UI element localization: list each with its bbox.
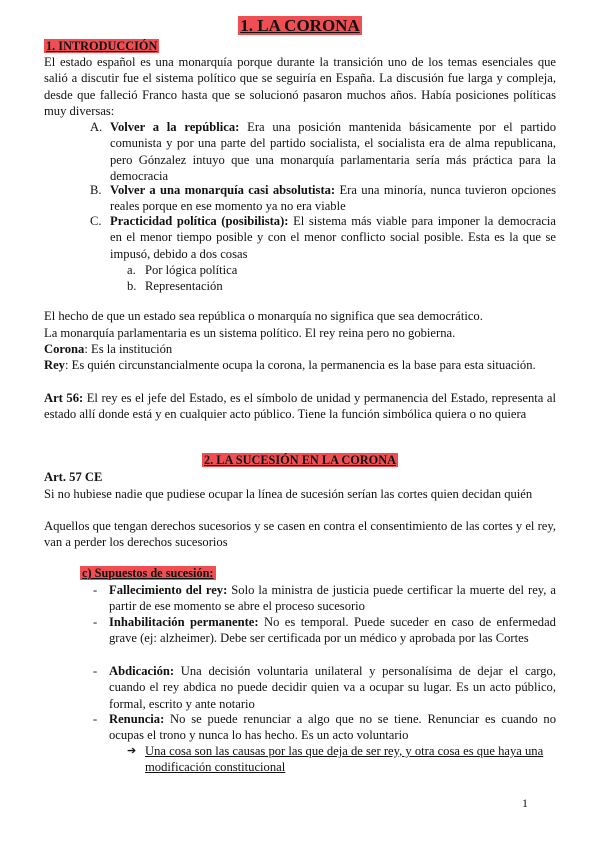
option-c-marker: C.: [90, 214, 102, 228]
option-a: [110, 119, 556, 184]
case-1-marker: -: [93, 583, 98, 597]
rey-definition: [44, 357, 556, 373]
corona-term: Corona: [44, 342, 85, 356]
corona-def: : Es la institución: [84, 342, 173, 356]
case-incapacity-lead: Inhabilitación permanente:: [109, 615, 259, 629]
case-3-marker: -: [93, 664, 98, 678]
case-renunciation: [109, 711, 556, 744]
case-abdication-lead: Abdicación:: [109, 664, 175, 678]
cases-heading: c) Supuestos de sucesión:: [82, 566, 214, 580]
succession-para-1: Si no hubiese nadie que pudiese ocupar la línea de sucesión serían las cortes quien decidan quién: [44, 487, 533, 501]
case-abdication: [109, 663, 556, 712]
art56-definition: [44, 390, 556, 423]
option-b: [110, 182, 556, 215]
case-incapacity-text: No es temporal. Puede suceder en caso de enfermedad grave (ej: alzheimer). Debe ser certificada por un médico y aprobada por las Cortes: [109, 615, 556, 646]
rey-def: : Es quién circunstancialmente ocupa la corona, la permanencia es la base para esta situación.: [64, 358, 536, 372]
case-death-text: Solo la ministra de justicia puede certificar la muerte del rey, a partir de ese momento se abre el proceso sucesorio: [109, 583, 557, 614]
rey-term: Rey: [44, 358, 65, 372]
parliamentary-note: La monarquía parlamentaria es un sistema político. El rey reina pero no gobierna.: [44, 326, 456, 340]
intro-paragraph: El estado español es una monarquía porque durante la transición uno de los temas esenciales que salió a discutir fue el sistema político que se seguiría en España. La discusión fue larga y compleja, desde que falleció Franco hasta que se solucionó pasaron muchos años. Había posiciones políticas muy diversas:: [44, 55, 556, 118]
art56-term: Art 56:: [44, 391, 84, 405]
option-b-text: Era una minoría, nunca tuvieron opciones reales porque en ese momento ya no era viable: [110, 183, 556, 214]
intro-heading: 1. INTRODUCCIÓN: [46, 39, 158, 53]
case-death-lead: Fallecimiento del rey:: [109, 583, 228, 597]
succession-heading: 2. LA SUCESIÓN EN LA CORONA: [203, 453, 396, 467]
sub-option-a-marker: a.: [127, 263, 136, 277]
option-a-lead: Volver a la república:: [110, 120, 240, 134]
case-death: [109, 582, 556, 615]
sub-option-b-marker: b.: [127, 279, 137, 293]
case-abdication-text: Una decisión voluntaria unilateral y personalísima de dejar el cargo, cuando el rey abdica no puede decidir quien va a ocupar su lugar. Es un acto público, formal, escrito y ante notario: [109, 664, 556, 711]
option-a-marker: A.: [90, 120, 103, 134]
article-57: Art. 57 CE: [44, 470, 103, 484]
option-b-marker: B.: [90, 183, 102, 197]
case-renunciation-lead: Renuncia:: [109, 712, 165, 726]
democracy-note: El hecho de que un estado sea república o monarquía no significa que sea democrático.: [44, 309, 483, 323]
option-c-lead: Practicidad política (posibilista):: [110, 214, 289, 228]
option-c: [110, 213, 556, 262]
arrow-note: Una cosa son las causas por las que deja de ser rey, y otra cosa es que haya una modificación constitucional: [145, 744, 544, 775]
case-incapacity: [109, 614, 556, 647]
sub-option-b: Representación: [145, 279, 223, 293]
option-c-text: El sistema más viable para imponer la democracia en el menor tiempo posible y con el menor conflicto social posible. Esta es la que se impusó, debido a dos cosas: [110, 214, 556, 261]
option-a-text: Era una posición mantenida básicamente por el partido comunista y por una parte del partido socialista, el socialista era de alma republicana, pero Gónzalez intuyo que una monarquía parlamentaria sería más práctica para la democracia: [110, 120, 556, 183]
succession-para-2: Aquellos que tengan derechos sucesorios y se casen en contra el consentimiento de las cortes y el rey, van a perder los derechos sucesorios: [44, 519, 556, 550]
case-2-marker: -: [93, 615, 98, 629]
art56-def: El rey es el jefe del Estado, es el símbolo de unidad y permanencia del Estado, representa al estado allí donde está y en cualquier acto público. Tiene la función simbólica quiera o no quiera: [44, 391, 556, 422]
case-4-marker: -: [93, 712, 98, 726]
sub-option-a: Por lógica política: [145, 263, 238, 277]
page-title: 1. LA CORONA: [240, 16, 360, 35]
case-renunciation-text: No se puede renunciar a algo que no se tiene. Renunciar es cuando no ocupas el trono y nunca lo has hecho. Es un acto voluntario: [109, 712, 556, 743]
corona-definition: [44, 341, 556, 357]
page-number: 1: [522, 796, 528, 810]
arrow-icon: ➔: [127, 745, 137, 757]
option-b-lead: Volver a una monarquía casi absolutista:: [110, 183, 336, 197]
